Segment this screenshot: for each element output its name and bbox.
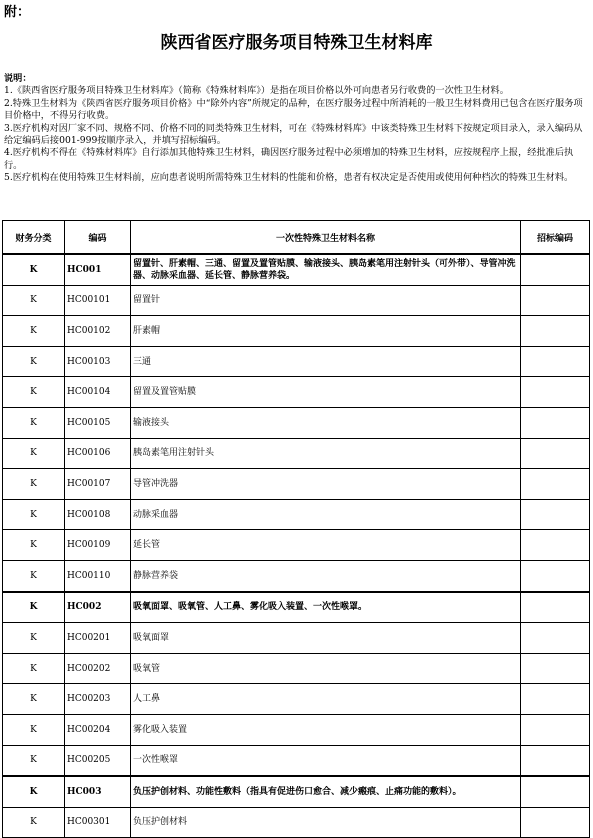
cell-finance-category: K xyxy=(3,254,65,285)
cell-code: HC002 xyxy=(65,592,131,623)
cell-bid-code xyxy=(521,499,590,530)
note-line-1: 1.《陕西省医疗服务项目特殊卫生材料库》（简称《特殊材料库》）是指在项目价格以外可向患者另行收费的一次性卫生材料。 xyxy=(4,85,509,97)
table-row xyxy=(3,285,590,316)
note-line-4: 4.医疗机构不得在《特殊材料库》自行添加其他特殊卫生材料，确因医疗服务过程中必须增加的特殊卫生材料，应按规程序上报，经批准后执行。 xyxy=(4,147,574,171)
cell-finance-category: K xyxy=(3,499,65,530)
cell-bid-code xyxy=(521,407,590,438)
cell-code: HC00301 xyxy=(65,807,131,838)
table-row xyxy=(3,745,590,776)
cell-bid-code xyxy=(521,438,590,469)
table-row xyxy=(3,316,590,347)
cell-bid-code xyxy=(521,346,590,377)
cell-finance-category: K xyxy=(3,285,65,316)
cell-code: HC00203 xyxy=(65,684,131,715)
document-title: 陕西省医疗服务项目特殊卫生材料库 xyxy=(160,33,433,53)
cell-bid-code xyxy=(521,807,590,838)
note-line-5: 5.医疗机构在使用特殊卫生材料前，应向患者说明所需特殊卫生材料的性能和价格，患者有权决定是否使用或使用何种档次的特殊卫生材料。 xyxy=(4,172,574,184)
cell-material-name: 人工鼻 xyxy=(131,684,521,715)
table-group-row xyxy=(3,776,590,807)
cell-material-name: 吸氧管 xyxy=(131,653,521,684)
attachment-label: 附： xyxy=(4,5,31,20)
cell-finance-category: K xyxy=(3,807,65,838)
cell-finance-category: K xyxy=(3,469,65,500)
cell-code: HC00110 xyxy=(65,560,131,591)
notes-heading: 说明： xyxy=(4,73,32,84)
cell-code: HC00105 xyxy=(65,407,131,438)
cell-bid-code xyxy=(521,714,590,745)
table-row xyxy=(3,714,590,745)
cell-material-name: 静脉营养袋 xyxy=(131,560,521,591)
cell-code: HC00202 xyxy=(65,653,131,684)
note-line-3: 3.医疗机构对因厂家不同、规格不同、价格不同的同类特殊卫生材料，可在《特殊材料库》中该类特殊卫生材料下按规定项目录入，录入编码从给定编码后接001-999按顺序录入，并填写招标编码。 xyxy=(4,122,583,147)
cell-bid-code xyxy=(521,530,590,561)
table-row xyxy=(3,377,590,408)
cell-code: HC00108 xyxy=(65,499,131,530)
cell-code: HC00106 xyxy=(65,438,131,469)
cell-material-name: 胰岛素笔用注射针头 xyxy=(131,438,521,469)
cell-bid-code xyxy=(521,745,590,776)
table-row xyxy=(3,560,590,591)
table-row xyxy=(3,530,590,561)
table-row xyxy=(3,807,590,838)
table-row xyxy=(3,684,590,715)
cell-material-name: 负压护创材料 xyxy=(131,807,521,838)
cell-finance-category: K xyxy=(3,407,65,438)
table-body xyxy=(3,254,590,838)
cell-finance-category: K xyxy=(3,346,65,377)
table-group-row xyxy=(3,592,590,623)
cell-material-name: 留置针、肝素帽、三通、留置及置管贴膜、输液接头、胰岛素笔用注射针头（可外带）、导管冲洗器、动脉采血器、延长管、静脉营养袋。 xyxy=(131,254,521,285)
cell-finance-category: K xyxy=(3,530,65,561)
cell-material-name: 吸氧面罩、吸氧管、人工鼻、雾化吸入装置、一次性喉罩。 xyxy=(131,592,521,623)
cell-bid-code xyxy=(521,592,590,623)
note-line-2: 2.特殊卫生材料为《陕西省医疗服务项目价格》中“除外内容”所规定的品种，在医疗服务过程中所消耗的一般卫生材料费用已包含在医疗服务项目价格中，不得另行收费。 xyxy=(4,97,583,122)
cell-material-name: 一次性喉罩 xyxy=(131,745,521,776)
cell-material-name: 肝素帽 xyxy=(131,316,521,347)
cell-finance-category: K xyxy=(3,776,65,807)
cell-finance-category: K xyxy=(3,377,65,408)
materials-table xyxy=(2,220,590,838)
cell-bid-code xyxy=(521,653,590,684)
cell-material-name: 留置针 xyxy=(131,285,521,316)
header-code: 编码 xyxy=(65,221,131,255)
cell-bid-code xyxy=(521,254,590,285)
cell-bid-code xyxy=(521,469,590,500)
cell-finance-category: K xyxy=(3,684,65,715)
cell-finance-category: K xyxy=(3,316,65,347)
cell-finance-category: K xyxy=(3,438,65,469)
cell-material-name: 输液接头 xyxy=(131,407,521,438)
cell-code: HC00102 xyxy=(65,316,131,347)
header-finance-category: 财务分类 xyxy=(3,221,65,255)
cell-material-name: 三通 xyxy=(131,346,521,377)
table-row xyxy=(3,499,590,530)
cell-finance-category: K xyxy=(3,653,65,684)
cell-material-name: 延长管 xyxy=(131,530,521,561)
cell-bid-code xyxy=(521,377,590,408)
header-material-name: 一次性特殊卫生材料名称 xyxy=(131,221,521,255)
cell-material-name: 动脉采血器 xyxy=(131,499,521,530)
header-bid-code: 招标编码 xyxy=(521,221,590,255)
cell-code: HC00101 xyxy=(65,285,131,316)
cell-finance-category: K xyxy=(3,714,65,745)
cell-finance-category: K xyxy=(3,592,65,623)
cell-code: HC00109 xyxy=(65,530,131,561)
table-row xyxy=(3,653,590,684)
cell-material-name: 导管冲洗器 xyxy=(131,469,521,500)
table-header-row xyxy=(3,221,590,255)
table-row xyxy=(3,469,590,500)
cell-bid-code xyxy=(521,776,590,807)
cell-finance-category: K xyxy=(3,623,65,654)
cell-code: HC00205 xyxy=(65,745,131,776)
notes-section xyxy=(4,73,588,185)
cell-bid-code xyxy=(521,285,590,316)
cell-material-name: 吸氧面罩 xyxy=(131,623,521,654)
cell-code: HC00201 xyxy=(65,623,131,654)
cell-bid-code xyxy=(521,684,590,715)
cell-code: HC00103 xyxy=(65,346,131,377)
cell-material-name: 负压护创材料、功能性敷料（指具有促进伤口愈合、减少瘢痕、止痛功能的敷料）。 xyxy=(131,776,521,807)
cell-code: HC00107 xyxy=(65,469,131,500)
cell-code: HC003 xyxy=(65,776,131,807)
table-row xyxy=(3,623,590,654)
cell-bid-code xyxy=(521,623,590,654)
cell-code: HC00204 xyxy=(65,714,131,745)
cell-material-name: 留置及置管贴膜 xyxy=(131,377,521,408)
table-row xyxy=(3,407,590,438)
cell-finance-category: K xyxy=(3,745,65,776)
table-group-row xyxy=(3,254,590,285)
cell-finance-category: K xyxy=(3,560,65,591)
cell-code: HC001 xyxy=(65,254,131,285)
cell-material-name: 雾化吸入装置 xyxy=(131,714,521,745)
table-row xyxy=(3,438,590,469)
cell-bid-code xyxy=(521,560,590,591)
cell-code: HC00104 xyxy=(65,377,131,408)
table-row xyxy=(3,346,590,377)
cell-bid-code xyxy=(521,316,590,347)
